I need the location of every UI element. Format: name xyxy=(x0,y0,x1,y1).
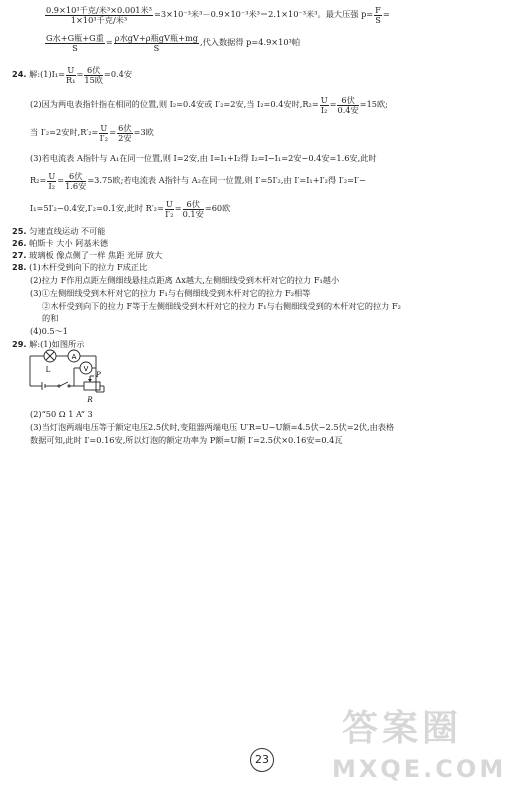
answer-29-part2: (2)“50 Ω 1 A” 3 xyxy=(30,409,93,419)
answer-24: 24. 解:(1)I₁= $\frac{U}{\text{R₁}}$ = $\frac{\text{6伏}}{\text{15欧}}$ =0.4安 xyxy=(12,65,133,85)
answer-28-part2: (2)拉力 F作用点距左侧细线悬挂点距离 Δx越大,左侧细线受到木杆对它的拉力 F₁越小 xyxy=(30,275,340,285)
slider-label: P xyxy=(96,371,101,379)
ammeter-label: A xyxy=(71,353,77,361)
answer-28-part3a: (3)①左侧细线受到木杆对它的拉力 F₁与右侧细线受到木杆对它的拉力 F₂相等 xyxy=(30,288,311,298)
answer-28-part3b: ②木杆受到向下的拉力 F等于左侧细线受到木杆对它的拉力 F₁与右侧细线受到的木杆对它的拉力 F₂ xyxy=(42,301,401,311)
answer-28-part4: (4)0.5～1 xyxy=(30,326,69,336)
answer-24-part3-cont: R₂= $\frac{U}{\text{I₂}}$ = $\frac{\text{6伏}}{\text{1.6安}}$ =3.75欧;若电流表 A指针与 A₂在同一位置,则 I′=5I′₂,由 I′=I₁+I′₂得 I′₂=I′− xyxy=(30,171,366,191)
circuit-diagram xyxy=(28,346,108,408)
rheostat-symbol xyxy=(84,382,100,390)
answer-24-part2: (2)因为两电表指针指在相同的位置,则 I₂=0.4安或 I′₂=2安,当 I₂=0.4安时,R₂= $\frac{U}{\text{I₂}}$ = $\frac{\text{6伏}}{\text{0.4安}}$ =15欧; xyxy=(30,95,388,115)
answer-29-part3: (3)当灯泡两端电压等于额定电压2.5伏时,变阻器两端电压 U′R=U−U额=4.5伏−2.5伏=2伏,由表格 xyxy=(30,422,395,432)
volume-fraction: $\frac{\text{0.9×10³千克/米³×0.001米³}}{\text{1×10³千克/米³}}$ xyxy=(46,5,152,25)
answer-29: 29. 解:(1)如图所示 xyxy=(12,339,85,349)
answer-24-part2-cont: 当 I′₂=2安时,R′₂= $\frac{U}{\text{I′₂}}$ = $\frac{\text{6伏}}{\text{2安}}$ =3欧 xyxy=(30,123,154,143)
pressure-fraction: $\frac{F}{S}$ xyxy=(375,5,381,25)
answer-line-continuation-2: $\frac{\text{G水+G瓶+G重}}{S}$ = $\frac{\text{ρ水gV+ρ瓶gV瓶+mg}}{S}$ ,代入数据得 p=4.9×10³帕 xyxy=(46,33,301,53)
lamp-label: L xyxy=(45,366,51,374)
page-number: 23 xyxy=(250,748,274,772)
answer-line-continuation-1: $\frac{\text{0.9×10³千克/米³×0.001米³}}{\text{1×10³千克/米³}}$ =3×10⁻³米³－0.9×10⁻³米³＝2.1×10⁻³米³。最大压强 p= $\frac{F}{S}$ = xyxy=(46,5,390,25)
watermark-logo: 答案圈 MXQE.COM xyxy=(332,708,507,783)
rheostat-label: R xyxy=(87,396,93,404)
voltmeter-label: V xyxy=(83,365,89,373)
answer-28-part3b-cont: 的和 xyxy=(42,313,59,323)
answer-26: 26. 帕斯卡 大小 阿基米德 xyxy=(12,238,109,248)
answer-28: 28. (1)木杆受到向下的拉力 F成正比 xyxy=(12,262,148,272)
answer-24-part3-cont2: I₁=5I′₂−0.4安,I′₂=0.1安,此时 R′₂= $\frac{U}{\text{I′₂}}$ = $\frac{\text{6伏}}{\text{0.1安}}$ =60欧 xyxy=(30,199,231,219)
answer-29-part3-cont: 数据可知,此时 I′=0.16安,所以灯泡的额定功率为 P额=U额 I′=2.5伏×0.16安=0.4瓦 xyxy=(30,435,343,445)
answer-25: 25. 匀速直线运动 不可能 xyxy=(12,226,106,236)
answer-27: 27. 玻璃板 像点侧了一样 焦距 光屏 放大 xyxy=(12,250,163,260)
answer-24-part3: (3)若电流表 A指针与 A₁在同一位置,则 I=2安,由 I=I₁+I₂得 I₂=I−I₁=2安−0.4安=1.6安,此时 xyxy=(30,153,377,163)
